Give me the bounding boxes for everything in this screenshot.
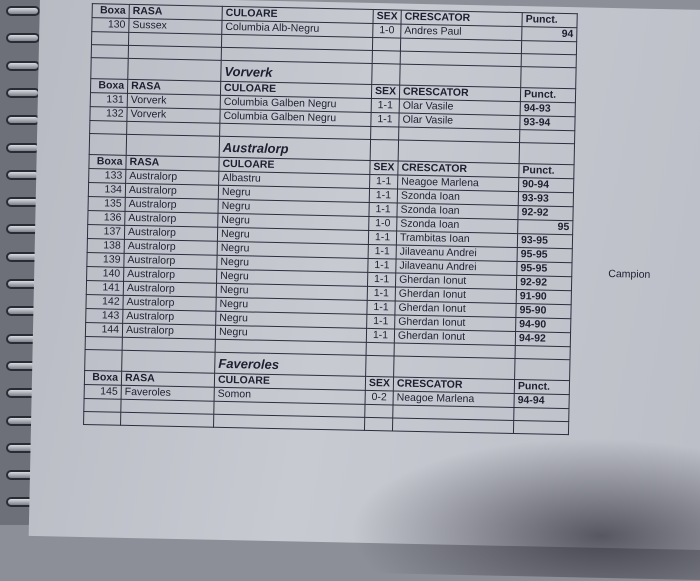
cell-crescator: Szonda Ioan <box>397 189 518 206</box>
cell-sex: 1-1 <box>370 174 398 189</box>
cell-culoare: Negru <box>216 283 367 300</box>
header-sex: SEX <box>365 376 393 391</box>
cell-punct: 93-94 <box>520 116 575 131</box>
spiral-ring <box>6 33 40 43</box>
section-cell <box>366 355 394 377</box>
section-cell <box>91 58 128 80</box>
blank-cell <box>364 417 392 431</box>
spiral-ring <box>6 6 40 16</box>
cell-punct: 92-92 <box>518 206 573 221</box>
cell-rasa: Australorp <box>124 253 217 269</box>
section-cell <box>400 64 521 88</box>
header-culoare: CULOARE <box>222 6 373 23</box>
section-cell <box>89 134 126 156</box>
cell-crescator: Jilaveanu Andrei <box>396 245 517 262</box>
section-title: Vorverk <box>221 60 372 84</box>
cell-culoare: Negru <box>217 269 368 286</box>
cell-rasa: Vorverk <box>127 93 220 109</box>
cell-culoare: Negru <box>215 325 366 342</box>
cell-crescator: Neagoe Marlena <box>393 391 514 408</box>
cell-sex: 1-1 <box>371 98 399 113</box>
cell-rasa: Australorp <box>123 309 216 325</box>
cell-boxa: 145 <box>84 385 121 400</box>
cell-boxa: 133 <box>89 169 126 184</box>
cell-culoare: Columbia Galben Negru <box>220 109 371 126</box>
header-punct: Punct. <box>520 88 575 103</box>
cell-sex: 0-2 <box>365 390 393 405</box>
cell-boxa: 144 <box>85 323 122 338</box>
blank-cell <box>514 408 569 422</box>
section-title: Australorp <box>219 136 370 160</box>
cell-punct: 95-95 <box>517 248 572 263</box>
section-cell <box>85 350 122 372</box>
cell-sex: 1-1 <box>367 272 395 287</box>
cell-sex: 1-1 <box>366 328 394 343</box>
cell-culoare: Negru <box>216 297 367 314</box>
blank-cell <box>515 346 570 360</box>
cell-punct: 92-92 <box>516 276 571 291</box>
cell-boxa: 130 <box>92 18 129 33</box>
header-crescator: CRESCATOR <box>393 377 514 394</box>
blank-cell <box>91 45 128 59</box>
cell-boxa: 131 <box>90 93 127 108</box>
cell-sex: 1-0 <box>369 216 397 231</box>
cell-rasa: Australorp <box>125 211 218 227</box>
blank-cell <box>84 399 121 413</box>
cell-punct: 95 <box>518 220 573 235</box>
cell-culoare: Negru <box>216 311 367 328</box>
blank-cell <box>371 126 399 140</box>
cell-punct: 94-94 <box>514 394 569 409</box>
blank-cell <box>90 121 127 135</box>
cell-crescator: Andres Paul <box>401 24 522 41</box>
cell-boxa: 135 <box>88 197 125 212</box>
cell-boxa: 138 <box>87 239 124 254</box>
cell-rasa: Australorp <box>123 295 216 311</box>
cell-crescator: Neagoe Marlena <box>398 175 519 192</box>
cell-crescator: Gherdan Ionut <box>395 273 516 290</box>
spiral-ring <box>6 61 40 71</box>
cell-punct: 93-93 <box>518 192 573 207</box>
section-cell <box>521 67 576 89</box>
cell-boxa: 134 <box>88 183 125 198</box>
header-rasa: RASA <box>129 4 222 20</box>
cell-punct: 95-90 <box>516 304 571 319</box>
header-boxa: Boxa <box>84 371 121 386</box>
cell-sex: 1-0 <box>373 23 401 38</box>
cell-crescator: Gherdan Ionut <box>395 315 516 332</box>
section-cell <box>398 140 519 164</box>
header-sex: SEX <box>371 84 399 99</box>
header-boxa: Boxa <box>90 79 127 94</box>
section-cell <box>122 350 215 373</box>
cell-sex: 1-1 <box>367 300 395 315</box>
section-cell <box>372 63 400 85</box>
cell-punct: 94 <box>522 27 577 42</box>
section-title: Faveroles <box>215 352 366 376</box>
cell-sex: 1-1 <box>368 258 396 273</box>
header-culoare: CULOARE <box>220 81 371 98</box>
cell-culoare: Negru <box>218 199 369 216</box>
cell-rasa: Vorverk <box>127 107 220 123</box>
blank-cell <box>513 421 568 435</box>
cell-rasa: Australorp <box>124 225 217 241</box>
header-rasa: RASA <box>126 155 219 171</box>
cell-culoare: Negru <box>218 185 369 202</box>
cell-punct: 94-93 <box>520 102 575 117</box>
cell-punct: 95-95 <box>517 262 572 277</box>
cell-boxa: 137 <box>87 225 124 240</box>
cell-culoare: Columbia Alb-Negru <box>222 20 373 37</box>
cell-rasa: Faveroles <box>121 385 214 401</box>
blank-cell <box>372 50 400 64</box>
cell-punct: 94-90 <box>516 318 571 333</box>
section-cell <box>370 139 398 161</box>
header-culoare: CULOARE <box>219 157 370 174</box>
blank-cell <box>521 41 576 55</box>
section-cell <box>394 356 515 380</box>
header-sex: SEX <box>373 9 401 24</box>
cell-boxa: 139 <box>87 253 124 268</box>
cell-crescator: Gherdan Ionut <box>395 301 516 318</box>
paper-sheet <box>29 0 700 550</box>
cell-boxa: 140 <box>87 267 124 282</box>
cell-rasa: Australorp <box>125 183 218 199</box>
cell-sex: 1-1 <box>369 188 397 203</box>
results-table <box>83 3 578 435</box>
section-cell <box>128 58 221 81</box>
cell-sex: 1-1 <box>367 286 395 301</box>
cell-crescator: Gherdan Ionut <box>395 287 516 304</box>
blank-cell <box>365 404 393 418</box>
cell-rasa: Australorp <box>126 169 219 185</box>
cell-sex: 1-1 <box>368 230 396 245</box>
cell-punct: 94-92 <box>515 332 570 347</box>
header-crescator: CRESCATOR <box>401 10 522 27</box>
header-rasa: RASA <box>121 371 214 387</box>
cell-sex: 1-1 <box>368 244 396 259</box>
blank-cell <box>84 412 121 426</box>
cell-rasa: Australorp <box>122 323 215 339</box>
cell-crescator: Trambitas Ioan <box>396 231 517 248</box>
cell-crescator: Jilaveanu Andrei <box>396 259 517 276</box>
header-punct: Punct. <box>522 13 577 28</box>
section-cell <box>126 134 219 157</box>
cell-crescator: Olar Vasile <box>399 99 520 116</box>
cell-culoare: Negru <box>217 241 368 258</box>
cell-rasa: Australorp <box>124 267 217 283</box>
header-punct: Punct. <box>519 164 574 179</box>
cell-culoare: Negru <box>217 255 368 272</box>
header-boxa: Boxa <box>92 4 129 19</box>
cell-punct: 93-95 <box>517 234 572 249</box>
cell-boxa: 143 <box>86 309 123 324</box>
cell-sex: 1-1 <box>367 314 395 329</box>
cell-culoare: Negru <box>217 227 368 244</box>
campion-note: Campion <box>608 267 651 281</box>
header-punct: Punct. <box>514 380 569 395</box>
header-crescator: CRESCATOR <box>398 161 519 178</box>
cell-boxa: 132 <box>90 107 127 122</box>
section-cell <box>515 359 570 381</box>
cell-rasa: Sussex <box>129 18 222 34</box>
header-culoare: CULOARE <box>214 373 365 390</box>
cell-punct: 90-94 <box>519 178 574 193</box>
spiral-ring <box>6 115 40 125</box>
cell-culoare: Columbia Galben Negru <box>220 95 371 112</box>
cell-culoare: Negru <box>218 213 369 230</box>
blank-cell <box>91 32 128 46</box>
blank-cell <box>521 54 576 68</box>
cell-culoare: Somon <box>214 387 365 404</box>
blank-cell <box>214 414 365 430</box>
cell-culoare: Albastru <box>219 171 370 188</box>
blank-cell <box>372 37 400 51</box>
blank-cell <box>520 130 575 144</box>
cell-crescator: Olar Vasile <box>399 113 520 130</box>
blank-cell <box>85 337 122 351</box>
cell-boxa: 136 <box>88 211 125 226</box>
blank-cell <box>392 418 513 434</box>
cell-crescator: Szonda Ioan <box>397 217 518 234</box>
cell-rasa: Australorp <box>125 197 218 213</box>
header-boxa: Boxa <box>89 155 126 170</box>
header-rasa: RASA <box>127 79 220 95</box>
cell-sex: 1-1 <box>369 202 397 217</box>
spiral-ring <box>6 143 40 153</box>
cell-sex: 1-1 <box>371 112 399 127</box>
cell-punct: 91-90 <box>516 290 571 305</box>
cell-crescator: Szonda Ioan <box>397 203 518 220</box>
cell-boxa: 142 <box>86 295 123 310</box>
cell-crescator: Gherdan Ionut <box>394 329 515 346</box>
blank-cell <box>366 342 394 356</box>
cell-boxa: 141 <box>86 281 123 296</box>
spiral-ring <box>6 170 40 180</box>
cell-rasa: Australorp <box>124 239 217 255</box>
section-cell <box>519 143 574 165</box>
cell-rasa: Australorp <box>123 281 216 297</box>
spiral-ring <box>6 88 40 98</box>
header-crescator: CRESCATOR <box>399 85 520 102</box>
blank-cell <box>121 412 214 427</box>
header-sex: SEX <box>370 160 398 175</box>
